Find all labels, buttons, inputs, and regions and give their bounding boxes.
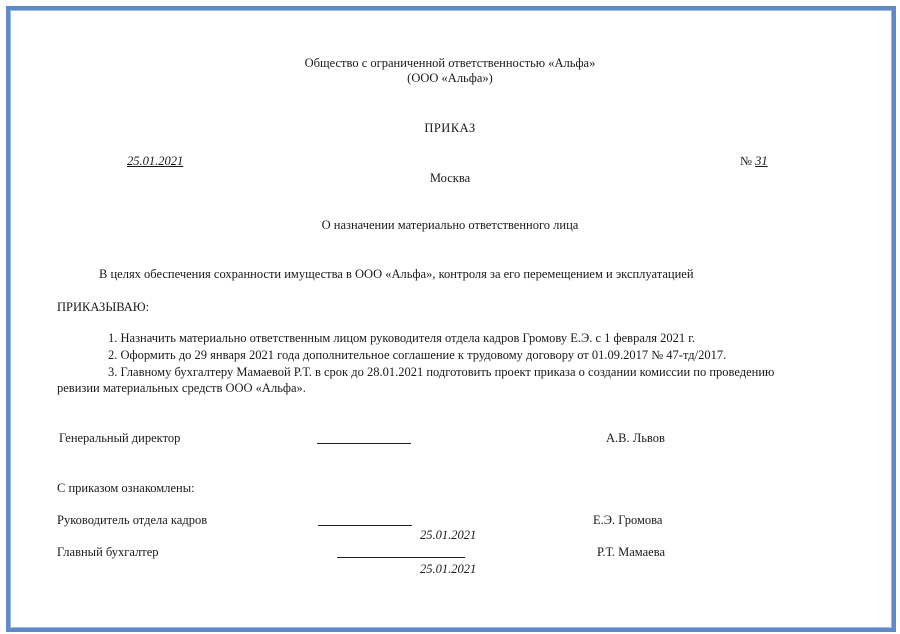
order-word: ПРИКАЗЫВАЮ: (57, 300, 150, 314)
doc-number (740, 154, 768, 169)
accountant-date: 25.01.2021 (420, 562, 477, 576)
hr-date: 25.01.2021 (420, 528, 477, 542)
doc-date: 25.01.2021 (127, 154, 184, 168)
order-item-3: 3. Главному бухгалтеру Мамаевой Р.Т. в срок до 28.01.2021 подготовить проект приказа о создании комиссии по проведению (108, 365, 775, 379)
order-item-3-cont: ревизии материальных средств ООО «Альфа». (57, 381, 306, 395)
director-title: Генеральный директор (59, 431, 181, 445)
preamble: В целях обеспечения сохранности имущества в ООО «Альфа», контроля за его перемещением и эксплуатацией (99, 267, 694, 281)
order-item-1: 1. Назначить материально ответственным лицом руководителя отдела кадров Громову Е.Э. с 1 февраля 2021 г. (108, 331, 696, 345)
order-item-2: 2. Оформить до 29 января 2021 года дополнительное соглашение к трудовому договору от 01.09.2017 № 47-тд/2017. (108, 348, 727, 362)
accountant-name: Р.Т. Мамаева (597, 545, 666, 559)
doc-subject: О назначении материально ответственного лица (321, 218, 579, 232)
hr-sign-line (318, 525, 412, 526)
number-value: 31 (755, 154, 768, 168)
director-sign-line (317, 443, 411, 444)
accountant-sign-line (337, 557, 465, 558)
number-label: № (740, 154, 752, 168)
org-full-name: Общество с ограниченной ответственностью «Альфа» (304, 56, 596, 70)
doc-city: Москва (429, 171, 471, 185)
accountant-title: Главный бухгалтер (57, 545, 159, 559)
acquainted-label: С приказом ознакомлены: (57, 481, 195, 495)
director-name: А.В. Львов (606, 431, 665, 445)
doc-title: ПРИКАЗ (424, 121, 476, 135)
hr-name: Е.Э. Громова (593, 513, 663, 527)
org-short-name: (ООО «Альфа») (407, 71, 493, 85)
hr-title: Руководитель отдела кадров (57, 513, 208, 527)
